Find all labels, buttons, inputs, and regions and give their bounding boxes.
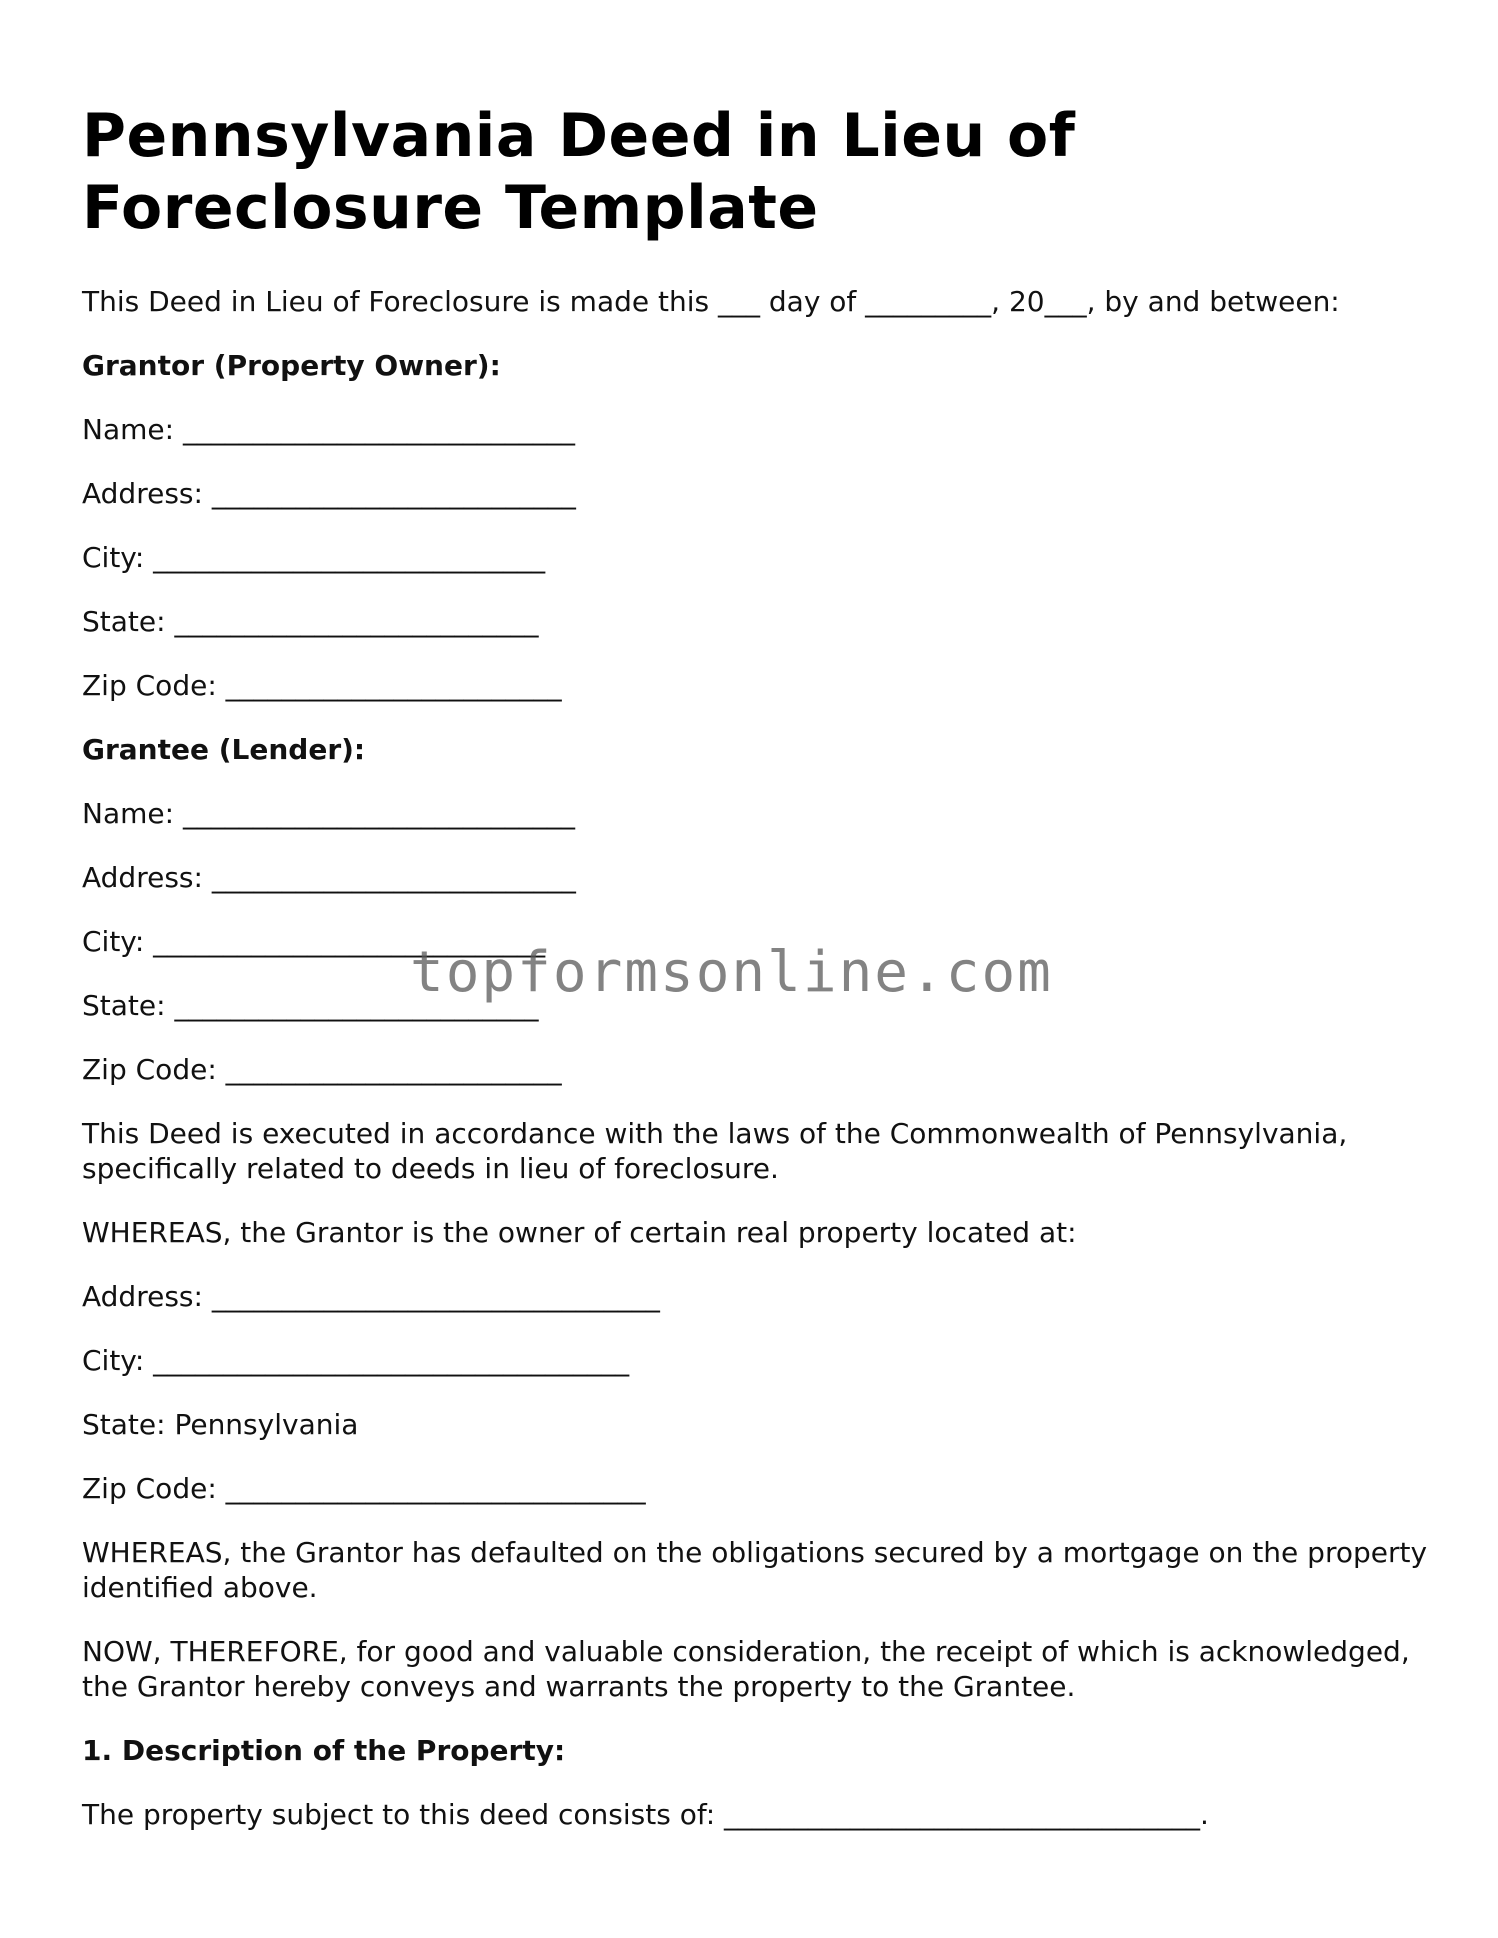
whereas-owner-paragraph: WHEREAS, the Grantor is the owner of certain real property located at:: [82, 1216, 1077, 1249]
grantee-zip-field: Zip Code: ________________________: [82, 1053, 562, 1086]
whereas-default-paragraph: WHEREAS, the Grantor has defaulted on the obligations secured by a mortgage on the property identified above.: [82, 1536, 1428, 1604]
grantor-zip-field: Zip Code: ________________________: [82, 669, 562, 702]
grantor-name-field: Name: ____________________________: [82, 413, 575, 446]
watermark-text: topformsonline.com: [410, 940, 1053, 1005]
property-address-field: Address: ________________________________: [82, 1280, 660, 1313]
grantor-city-field: City: ____________________________: [82, 541, 546, 574]
property-zip-field: Zip Code: ______________________________: [82, 1472, 646, 1505]
section-1-text: The property subject to this deed consists of: __________________________________.: [82, 1798, 1209, 1831]
grantor-state-field: State: __________________________: [82, 605, 539, 638]
grantee-city-field: City: ____________________________: [82, 925, 546, 958]
grantee-name-field: Name: ____________________________: [82, 797, 575, 830]
law-statement: This Deed is executed in accordance with the laws of the Commonwealth of Pennsylvania, specifically related to deeds in lieu of foreclosure.: [82, 1117, 1348, 1185]
section-1-heading: 1. Description of the Property:: [82, 1734, 566, 1767]
grantee-heading: Grantee (Lender):: [82, 733, 366, 766]
now-therefore-paragraph: NOW, THEREFORE, for good and valuable consideration, the receipt of which is acknowledged, the Grantor hereby conveys and warrants the property to the Grantee.: [82, 1635, 1410, 1703]
grantee-address-field: Address: __________________________: [82, 861, 576, 894]
property-city-field: City: __________________________________: [82, 1344, 630, 1377]
property-state-field: State: Pennsylvania: [82, 1408, 359, 1441]
intro-paragraph: This Deed in Lieu of Foreclosure is made this ___ day of _________, 20___, by and between:: [82, 285, 1340, 318]
grantee-state-field: State: __________________________: [82, 989, 539, 1022]
grantor-heading: Grantor (Property Owner):: [82, 349, 501, 382]
grantor-address-field: Address: __________________________: [82, 477, 576, 510]
document-title: Pennsylvania Deed in Lieu of Foreclosure Template: [82, 101, 1076, 243]
